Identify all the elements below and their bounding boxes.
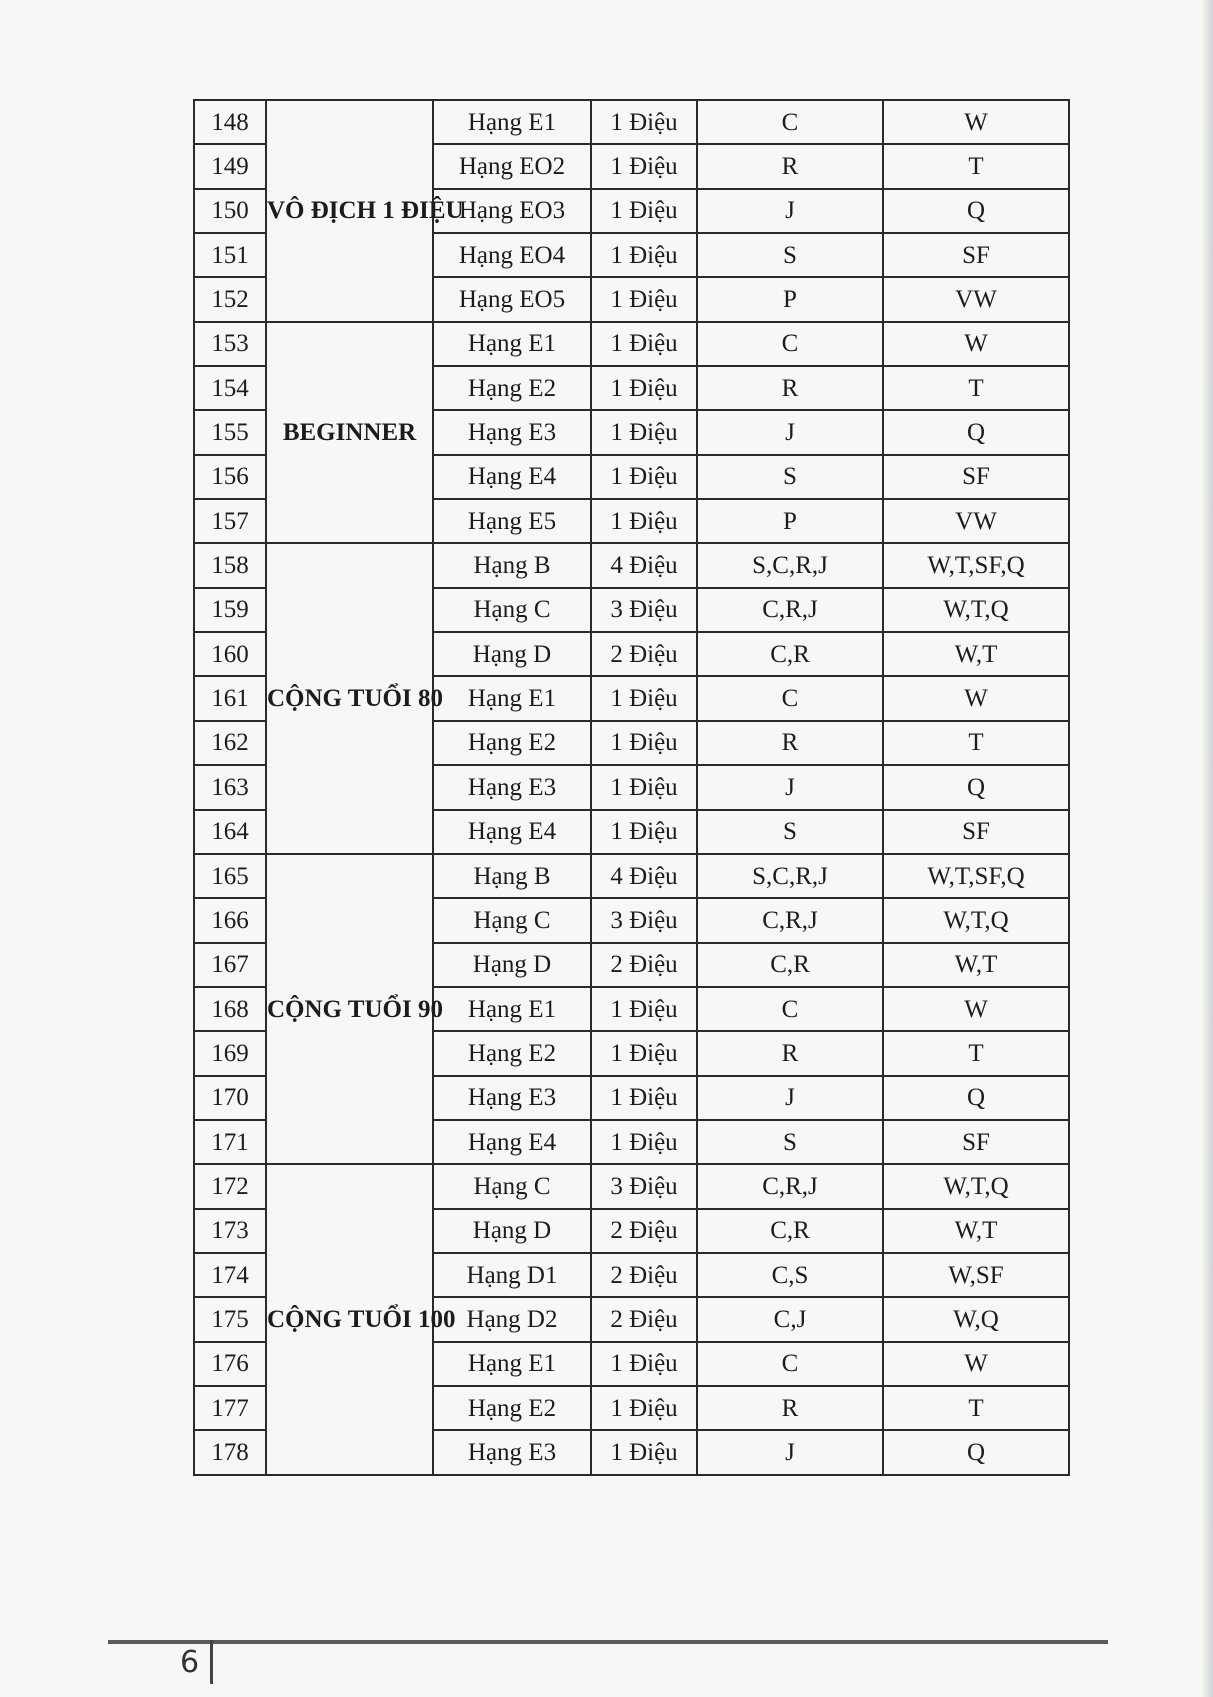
latin-dances-cell: C,R: [697, 943, 883, 987]
standard-dances-cell: VW: [883, 277, 1069, 321]
standard-dances-cell: Q: [883, 1076, 1069, 1120]
latin-dances-cell: S,C,R,J: [697, 854, 883, 898]
row-number-cell: 168: [194, 987, 266, 1031]
row-number-cell: 161: [194, 676, 266, 720]
competition-category-table: [193, 99, 1070, 1476]
row-number-cell: 171: [194, 1120, 266, 1164]
dance-count-cell: 1 Điệu: [591, 189, 697, 233]
dance-count-cell: 1 Điệu: [591, 1386, 697, 1430]
dance-count-cell: 1 Điệu: [591, 676, 697, 720]
dance-count-cell: 4 Điệu: [591, 543, 697, 587]
class-cell: Hạng C: [433, 1164, 591, 1208]
class-cell: Hạng E1: [433, 987, 591, 1031]
class-cell: Hạng E1: [433, 322, 591, 366]
row-number-cell: 173: [194, 1209, 266, 1253]
standard-dances-cell: SF: [883, 810, 1069, 854]
standard-dances-cell: W,T,Q: [883, 588, 1069, 632]
standard-dances-cell: W,T: [883, 1209, 1069, 1253]
dance-count-cell: 3 Điệu: [591, 1164, 697, 1208]
class-cell: Hạng EO3: [433, 189, 591, 233]
standard-dances-cell: T: [883, 721, 1069, 765]
dance-count-cell: 1 Điệu: [591, 366, 697, 410]
latin-dances-cell: S: [697, 810, 883, 854]
dance-count-cell: 1 Điệu: [591, 455, 697, 499]
latin-dances-cell: C,R: [697, 1209, 883, 1253]
category-group-cell: VÔ ĐỊCH 1 ĐIỆU: [266, 100, 433, 322]
standard-dances-cell: Q: [883, 410, 1069, 454]
class-cell: Hạng C: [433, 898, 591, 942]
standard-dances-cell: VW: [883, 499, 1069, 543]
standard-dances-cell: W,T: [883, 943, 1069, 987]
dance-count-cell: 1 Điệu: [591, 100, 697, 144]
class-cell: Hạng E5: [433, 499, 591, 543]
class-cell: Hạng D2: [433, 1297, 591, 1341]
latin-dances-cell: C,R,J: [697, 1164, 883, 1208]
row-number-cell: 149: [194, 144, 266, 188]
row-number-cell: 152: [194, 277, 266, 321]
latin-dances-cell: P: [697, 499, 883, 543]
standard-dances-cell: W,T,Q: [883, 1164, 1069, 1208]
standard-dances-cell: SF: [883, 233, 1069, 277]
class-cell: Hạng B: [433, 854, 591, 898]
class-cell: Hạng E3: [433, 765, 591, 809]
standard-dances-cell: SF: [883, 455, 1069, 499]
latin-dances-cell: R: [697, 366, 883, 410]
table-row: [194, 100, 1069, 144]
row-number-cell: 154: [194, 366, 266, 410]
standard-dances-cell: W,SF: [883, 1253, 1069, 1297]
latin-dances-cell: C,S: [697, 1253, 883, 1297]
standard-dances-cell: Q: [883, 189, 1069, 233]
dance-count-cell: 2 Điệu: [591, 632, 697, 676]
row-number-cell: 174: [194, 1253, 266, 1297]
standard-dances-cell: W,T: [883, 632, 1069, 676]
class-cell: Hạng E2: [433, 366, 591, 410]
class-cell: Hạng E4: [433, 810, 591, 854]
class-cell: Hạng E2: [433, 1386, 591, 1430]
standard-dances-cell: W: [883, 322, 1069, 366]
standard-dances-cell: T: [883, 144, 1069, 188]
dance-count-cell: 1 Điệu: [591, 1031, 697, 1075]
dance-count-cell: 2 Điệu: [591, 943, 697, 987]
standard-dances-cell: SF: [883, 1120, 1069, 1164]
dance-count-cell: 1 Điệu: [591, 322, 697, 366]
standard-dances-cell: W,T,Q: [883, 898, 1069, 942]
row-number-cell: 158: [194, 543, 266, 587]
row-number-cell: 162: [194, 721, 266, 765]
latin-dances-cell: C,R: [697, 632, 883, 676]
row-number-cell: 178: [194, 1430, 266, 1474]
dance-count-cell: 1 Điệu: [591, 987, 697, 1031]
row-number-cell: 170: [194, 1076, 266, 1120]
row-number-cell: 164: [194, 810, 266, 854]
row-number-cell: 157: [194, 499, 266, 543]
row-number-cell: 163: [194, 765, 266, 809]
latin-dances-cell: S: [697, 233, 883, 277]
latin-dances-cell: C: [697, 987, 883, 1031]
dance-count-cell: 2 Điệu: [591, 1297, 697, 1341]
table-row: [194, 543, 1069, 587]
row-number-cell: 177: [194, 1386, 266, 1430]
dance-count-cell: 1 Điệu: [591, 233, 697, 277]
latin-dances-cell: R: [697, 1031, 883, 1075]
dance-count-cell: 2 Điệu: [591, 1253, 697, 1297]
class-cell: Hạng E3: [433, 1430, 591, 1474]
table-row: [194, 854, 1069, 898]
class-cell: Hạng E1: [433, 100, 591, 144]
class-cell: Hạng E3: [433, 1076, 591, 1120]
dance-count-cell: 1 Điệu: [591, 721, 697, 765]
dance-count-cell: 1 Điệu: [591, 1342, 697, 1386]
dance-count-cell: 1 Điệu: [591, 1430, 697, 1474]
row-number-cell: 165: [194, 854, 266, 898]
row-number-cell: 155: [194, 410, 266, 454]
class-cell: Hạng D: [433, 632, 591, 676]
standard-dances-cell: W,T,SF,Q: [883, 543, 1069, 587]
row-number-cell: 148: [194, 100, 266, 144]
row-number-cell: 167: [194, 943, 266, 987]
standard-dances-cell: W: [883, 987, 1069, 1031]
standard-dances-cell: W: [883, 676, 1069, 720]
class-cell: Hạng D1: [433, 1253, 591, 1297]
table-row: [194, 1164, 1069, 1208]
dance-count-cell: 2 Điệu: [591, 1209, 697, 1253]
class-cell: Hạng D: [433, 943, 591, 987]
category-group-cell: CỘNG TUỔI 100: [266, 1164, 433, 1474]
category-group-cell: CỘNG TUỔI 80: [266, 543, 433, 853]
latin-dances-cell: C: [697, 1342, 883, 1386]
dance-count-cell: 3 Điệu: [591, 588, 697, 632]
dance-count-cell: 1 Điệu: [591, 410, 697, 454]
dance-count-cell: 1 Điệu: [591, 144, 697, 188]
row-number-cell: 160: [194, 632, 266, 676]
class-cell: Hạng EO4: [433, 233, 591, 277]
latin-dances-cell: J: [697, 765, 883, 809]
latin-dances-cell: C: [697, 322, 883, 366]
row-number-cell: 166: [194, 898, 266, 942]
class-cell: Hạng C: [433, 588, 591, 632]
latin-dances-cell: R: [697, 144, 883, 188]
table-body: [194, 100, 1069, 1475]
latin-dances-cell: S: [697, 1120, 883, 1164]
page-number: 6: [180, 1645, 200, 1680]
class-cell: Hạng E1: [433, 676, 591, 720]
standard-dances-cell: T: [883, 1386, 1069, 1430]
standard-dances-cell: W,Q: [883, 1297, 1069, 1341]
row-number-cell: 153: [194, 322, 266, 366]
latin-dances-cell: C,R,J: [697, 588, 883, 632]
dance-count-cell: 1 Điệu: [591, 810, 697, 854]
standard-dances-cell: Q: [883, 1430, 1069, 1474]
latin-dances-cell: C,J: [697, 1297, 883, 1341]
page-number-divider: [210, 1640, 213, 1684]
dance-count-cell: 3 Điệu: [591, 898, 697, 942]
row-number-cell: 150: [194, 189, 266, 233]
class-cell: Hạng E4: [433, 455, 591, 499]
row-number-cell: 175: [194, 1297, 266, 1341]
class-cell: Hạng E3: [433, 410, 591, 454]
dance-count-cell: 1 Điệu: [591, 1120, 697, 1164]
class-cell: Hạng EO2: [433, 144, 591, 188]
standard-dances-cell: W,T,SF,Q: [883, 854, 1069, 898]
page-edge-shadow: [1203, 0, 1213, 1697]
latin-dances-cell: C,R,J: [697, 898, 883, 942]
row-number-cell: 159: [194, 588, 266, 632]
row-number-cell: 169: [194, 1031, 266, 1075]
latin-dances-cell: J: [697, 1430, 883, 1474]
row-number-cell: 172: [194, 1164, 266, 1208]
row-number-cell: 151: [194, 233, 266, 277]
latin-dances-cell: P: [697, 277, 883, 321]
dance-count-cell: 1 Điệu: [591, 277, 697, 321]
standard-dances-cell: T: [883, 366, 1069, 410]
dance-count-cell: 4 Điệu: [591, 854, 697, 898]
latin-dances-cell: R: [697, 1386, 883, 1430]
latin-dances-cell: J: [697, 189, 883, 233]
class-cell: Hạng E4: [433, 1120, 591, 1164]
dance-count-cell: 1 Điệu: [591, 499, 697, 543]
latin-dances-cell: C: [697, 100, 883, 144]
standard-dances-cell: T: [883, 1031, 1069, 1075]
standard-dances-cell: Q: [883, 765, 1069, 809]
latin-dances-cell: J: [697, 410, 883, 454]
standard-dances-cell: W: [883, 100, 1069, 144]
dance-count-cell: 1 Điệu: [591, 1076, 697, 1120]
class-cell: Hạng E1: [433, 1342, 591, 1386]
latin-dances-cell: J: [697, 1076, 883, 1120]
latin-dances-cell: R: [697, 721, 883, 765]
category-group-cell: BEGINNER: [266, 322, 433, 544]
row-number-cell: 176: [194, 1342, 266, 1386]
latin-dances-cell: C: [697, 676, 883, 720]
latin-dances-cell: S,C,R,J: [697, 543, 883, 587]
class-cell: Hạng E2: [433, 1031, 591, 1075]
class-cell: Hạng E2: [433, 721, 591, 765]
class-cell: Hạng D: [433, 1209, 591, 1253]
standard-dances-cell: W: [883, 1342, 1069, 1386]
dance-count-cell: 1 Điệu: [591, 765, 697, 809]
class-cell: Hạng EO5: [433, 277, 591, 321]
latin-dances-cell: S: [697, 455, 883, 499]
class-cell: Hạng B: [433, 543, 591, 587]
footer-rule: [108, 1640, 1108, 1644]
row-number-cell: 156: [194, 455, 266, 499]
table-row: [194, 322, 1069, 366]
category-group-cell: CỘNG TUỔI 90: [266, 854, 433, 1164]
